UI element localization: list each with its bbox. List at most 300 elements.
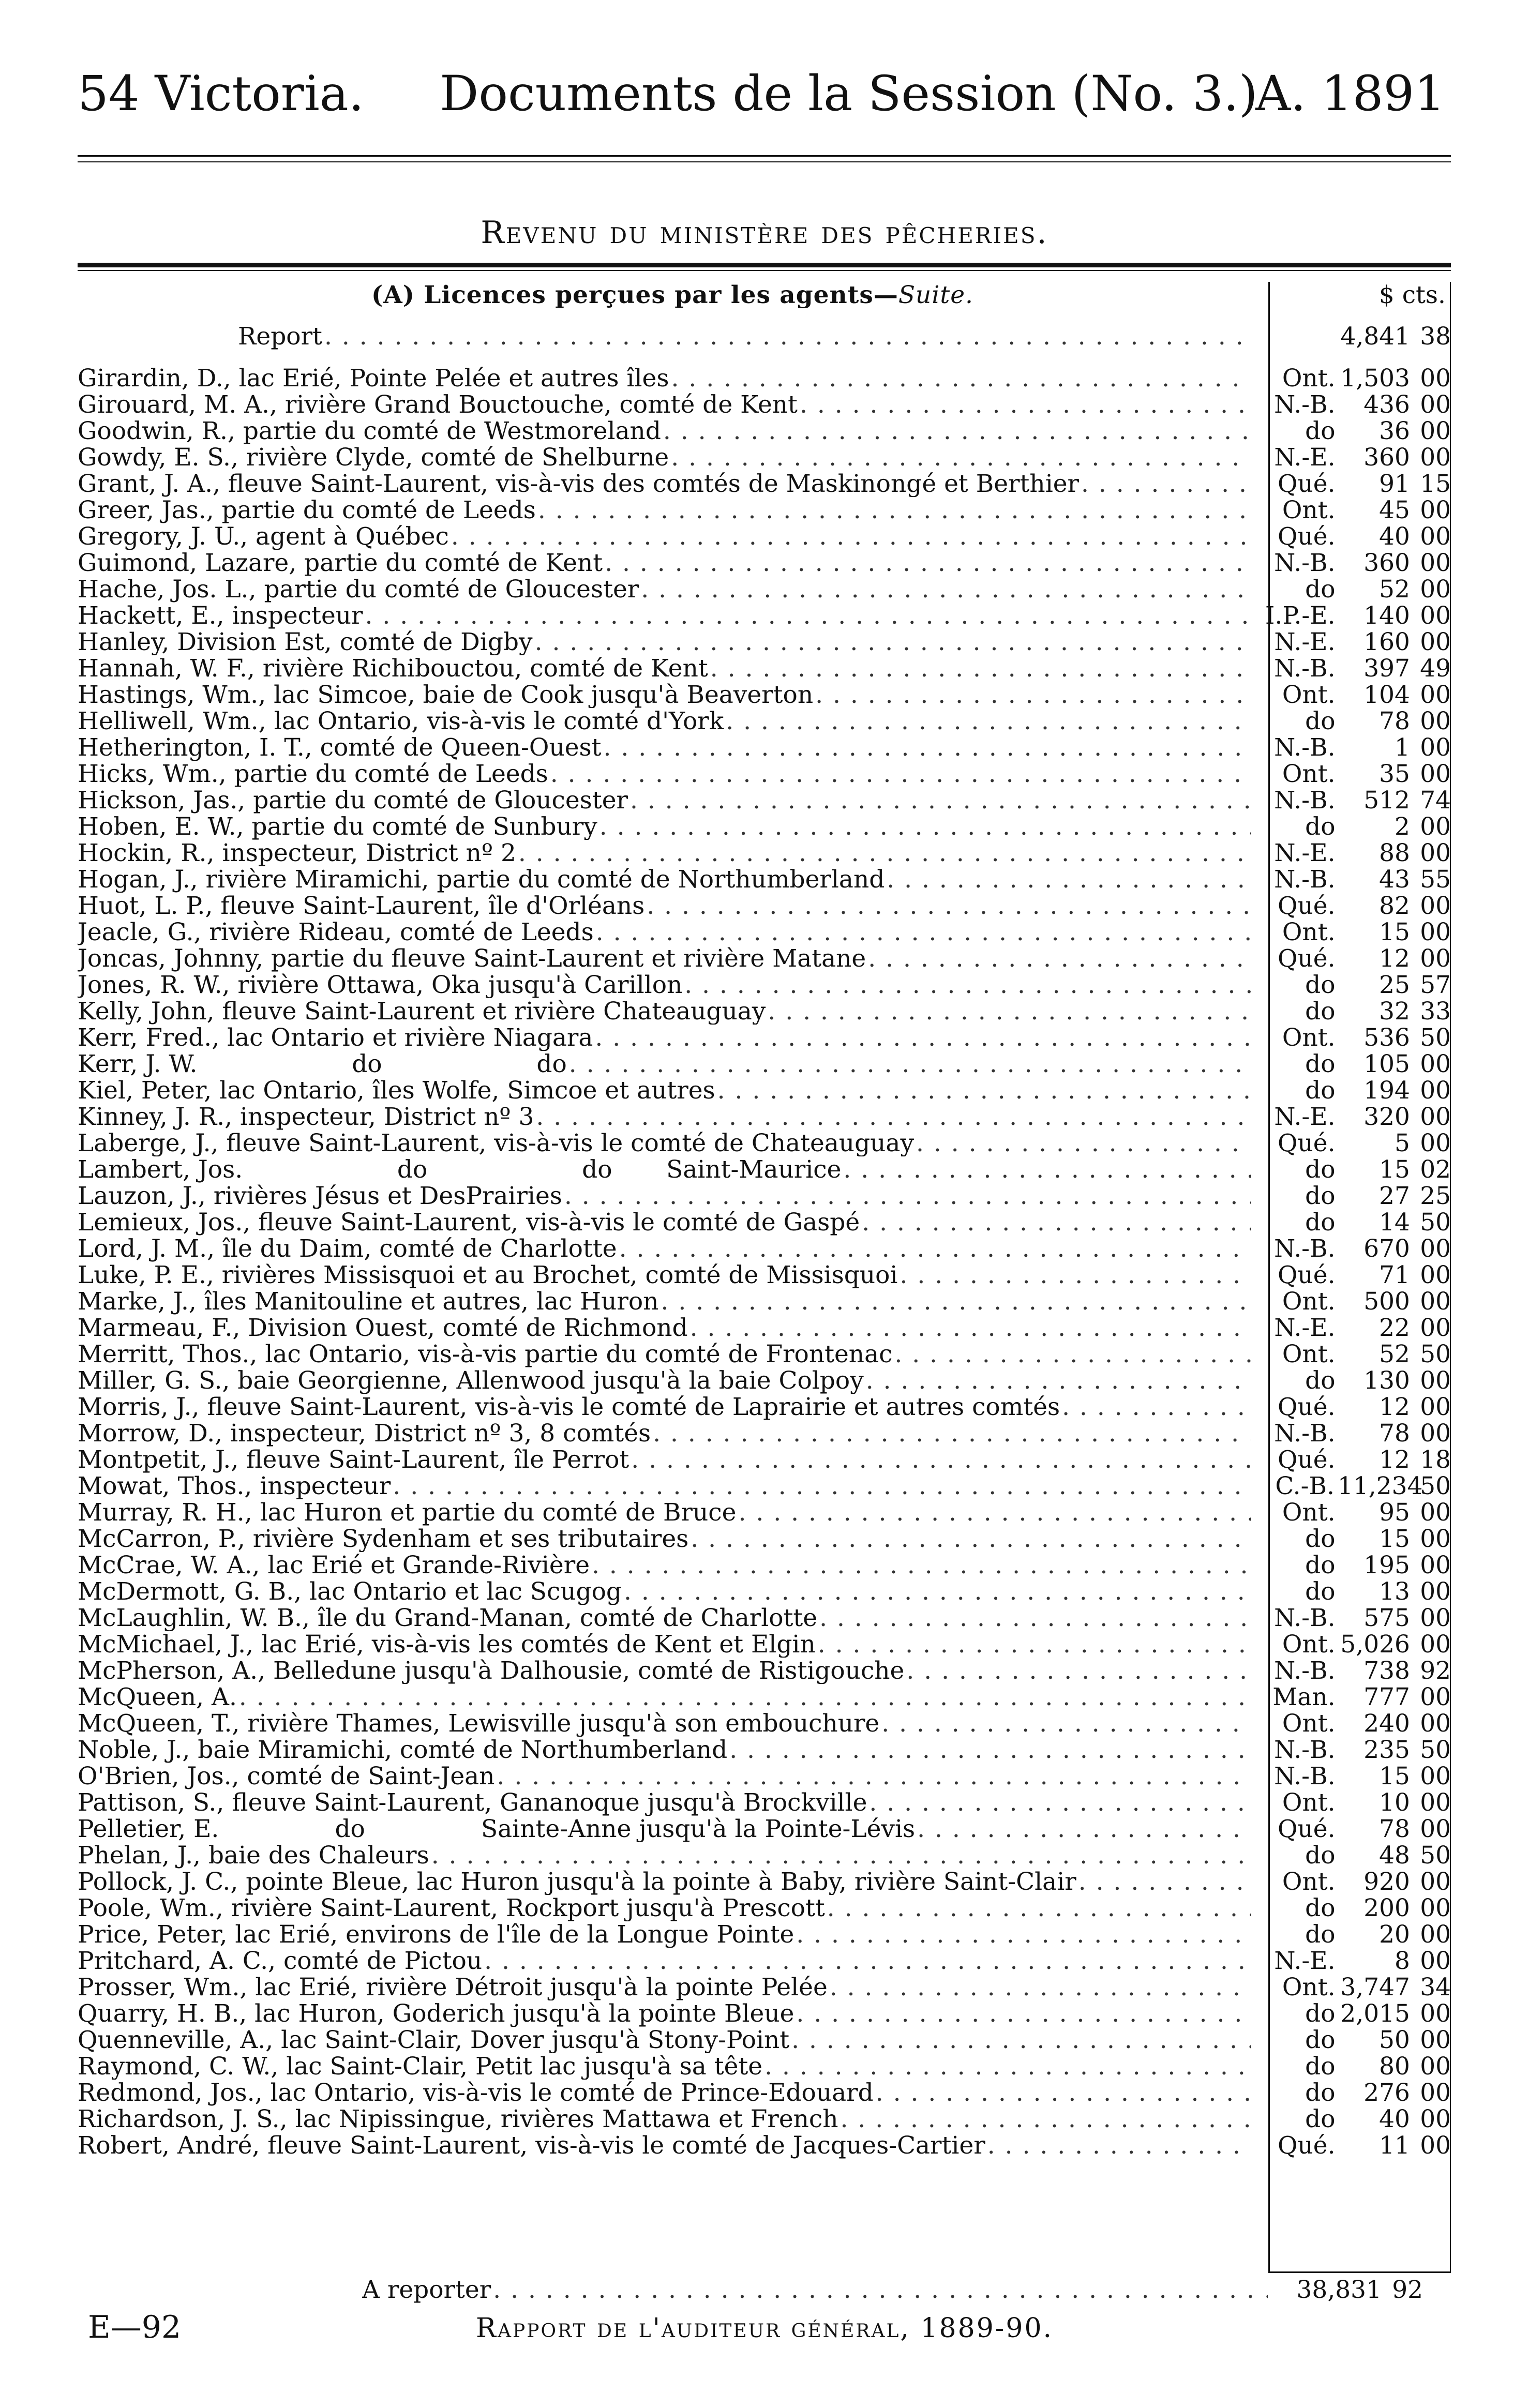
licence-description: Greer, Jas., partie du comté de Leeds <box>78 497 536 523</box>
amount-dollars: 35 <box>1379 760 1410 788</box>
table-row <box>78 840 1451 866</box>
province: Ont. <box>1282 1498 1336 1527</box>
amount-cents: 18 <box>1420 1446 1451 1474</box>
table-row <box>78 761 1451 787</box>
amount-cents: 00 <box>1420 364 1451 393</box>
leader-dots <box>671 444 1251 471</box>
amount-dollars: 436 <box>1363 390 1410 419</box>
amount-cents: 92 <box>1420 1657 1451 1685</box>
header-year: A. 1891 <box>1255 66 1445 122</box>
leader-dots <box>631 1447 1251 1473</box>
leader-dots <box>1081 471 1251 497</box>
amount-cents: 00 <box>1420 1287 1451 1316</box>
report-cents: 38 <box>1420 322 1451 351</box>
leader-dots <box>595 1025 1251 1051</box>
amount-dollars: 320 <box>1363 1103 1410 1131</box>
licence-description: Morrow, D., inspecteur, District nº 3, 8 comtés <box>78 1420 651 1447</box>
table-row <box>78 629 1451 655</box>
amount-cents: 00 <box>1420 2079 1451 2107</box>
licence-description: Hicks, Wm., partie du comté de Leeds <box>78 761 548 787</box>
licence-description: Hannah, W. F., rivière Richibouctou, comté de Kent <box>78 655 708 682</box>
amount-cents: 00 <box>1420 760 1451 788</box>
amount-dollars: 20 <box>1379 1920 1410 1949</box>
licence-description: McCarron, P., rivière Sydenham et ses tributaires <box>78 1526 689 1552</box>
amount-cents: 00 <box>1420 1366 1451 1395</box>
table-row <box>78 1948 1451 1974</box>
leader-dots <box>881 1710 1251 1737</box>
carried-forward-dollars: 38,831 <box>1296 2276 1382 2304</box>
amount-dollars: 397 <box>1363 654 1410 683</box>
amount-cents: 00 <box>1420 733 1451 762</box>
amount-dollars: 52 <box>1379 575 1410 604</box>
leader-dots <box>815 682 1251 708</box>
province: N.-E. <box>1274 628 1336 656</box>
licence-description: Lemieux, Jos., fleuve Saint-Laurent, vis-à-vis le comté de Gaspé <box>78 1209 860 1236</box>
licence-description: Mowat, Thos., inspecteur <box>78 1473 391 1499</box>
amount-cents: 00 <box>1420 2052 1451 2081</box>
licence-description: Marmeau, F., Division Ouest, comté de Richmond <box>78 1315 688 1341</box>
amount-cents: 57 <box>1420 971 1451 999</box>
leader-dots <box>690 1315 1252 1341</box>
amount-dollars: 1,503 <box>1340 364 1410 393</box>
province: do <box>1305 575 1336 604</box>
province: do <box>1305 2105 1336 2133</box>
amount-cents: 00 <box>1420 1683 1451 1711</box>
amount-dollars: 1 <box>1395 733 1410 762</box>
amount-cents: 00 <box>1420 1050 1451 1078</box>
amount-dollars: 52 <box>1379 1340 1410 1368</box>
licence-description: Lord, J. M., île du Daim, comté de Charlotte <box>78 1236 617 1262</box>
leader-dots <box>484 1948 1251 1974</box>
amount-cents: 00 <box>1420 1947 1451 1975</box>
licence-description: Montpetit, J., fleuve Saint-Laurent, île Perrot <box>78 1447 629 1473</box>
amount-cents: 00 <box>1420 2026 1451 2054</box>
amount-cents: 00 <box>1420 1393 1451 1421</box>
table-row <box>78 1447 1451 1473</box>
table-row <box>78 523 1451 550</box>
table-row <box>78 550 1451 576</box>
province: do <box>1305 707 1336 735</box>
licence-description: Richardson, J. S., lac Nipissingue, rivières Mattawa et French <box>78 2106 838 2132</box>
carried-forward-label: A reporter <box>362 2276 491 2304</box>
province: Ont. <box>1282 1630 1336 1659</box>
table-row <box>78 893 1451 919</box>
table-row <box>78 787 1451 814</box>
licence-description: Prosser, Wm., lac Erié, rivière Détroit jusqu'à la pointe Pelée <box>78 1974 828 2000</box>
amount-dollars: 200 <box>1363 1894 1410 1922</box>
leader-dots <box>684 972 1251 998</box>
table-row <box>78 603 1451 629</box>
amount-dollars: 500 <box>1363 1287 1410 1316</box>
table-row <box>78 866 1451 893</box>
province: do <box>1305 1155 1336 1184</box>
licence-description: Gregory, J. U., agent à Québec <box>78 523 449 550</box>
province: Qué. <box>1277 2131 1336 2160</box>
licence-description: Redmond, Jos., lac Ontario, vis-à-vis le comté de Prince-Edouard <box>78 2080 874 2106</box>
amount-dollars: 105 <box>1363 1050 1410 1078</box>
province: Ont. <box>1282 760 1336 788</box>
province: N.-E. <box>1274 1947 1336 1975</box>
amount-cents: 00 <box>1420 1604 1451 1632</box>
amount-dollars: 360 <box>1363 443 1410 472</box>
amount-dollars: 575 <box>1363 1604 1410 1632</box>
leader-dots <box>431 1842 1252 1869</box>
amount-cents: 00 <box>1420 1709 1451 1738</box>
leader-dots <box>868 945 1251 972</box>
table-row <box>78 1341 1451 1367</box>
amount-dollars: 235 <box>1363 1736 1410 1764</box>
table-row <box>78 1262 1451 1288</box>
leader-dots <box>717 1077 1252 1104</box>
licence-description: McQueen, T., rivière Thames, Lewisville jusqu'à son embouchure <box>78 1710 880 1737</box>
province: Qué. <box>1277 1446 1336 1474</box>
amount-dollars: 50 <box>1379 2026 1410 2054</box>
licence-description: Girouard, M. A., rivière Grand Bouctouche, comté de Kent <box>78 392 798 418</box>
licence-description: Noble, J., baie Miramichi, comté de Northumberland <box>78 1737 728 1763</box>
table-row <box>78 682 1451 708</box>
province: Qué. <box>1277 1815 1336 1843</box>
amount-cents: 15 <box>1420 470 1451 498</box>
licence-description: Hastings, Wm., lac Simcoe, baie de Cook jusqu'à Beaverton <box>78 682 814 708</box>
table-row <box>78 2053 1451 2080</box>
amount-cents: 00 <box>1420 549 1451 577</box>
province: N.-B. <box>1274 1604 1336 1632</box>
leader-dots <box>691 1526 1251 1552</box>
leader-dots <box>796 1921 1251 1948</box>
amount-dollars: 40 <box>1379 2105 1410 2133</box>
report-label: Report <box>238 323 322 350</box>
leader-dots <box>900 1262 1251 1288</box>
licence-description: Kerr, J. W. do do <box>78 1051 567 1077</box>
amount-cents: 00 <box>1420 1498 1451 1527</box>
table-row <box>78 1025 1451 1051</box>
amount-cents: 00 <box>1420 522 1451 551</box>
licence-description: Price, Peter, lac Erié, environs de l'île de la Longue Pointe <box>78 1921 795 1948</box>
amount-dollars: 82 <box>1379 892 1410 920</box>
amount-dollars: 12 <box>1379 1446 1410 1474</box>
leader-dots <box>564 1183 1251 1209</box>
leader-dots <box>876 2080 1252 2106</box>
province: N.-B. <box>1274 654 1336 683</box>
province: Ont. <box>1282 1340 1336 1368</box>
amount-dollars: 195 <box>1363 1551 1410 1579</box>
amount-dollars: 78 <box>1379 1815 1410 1843</box>
province: N.-E. <box>1274 839 1336 867</box>
leader-dots <box>894 1341 1251 1367</box>
province: N.-E. <box>1274 1314 1336 1342</box>
province: Ont. <box>1282 1973 1336 2001</box>
amount-dollars: 12 <box>1379 944 1410 973</box>
amount-cents: 00 <box>1420 707 1451 735</box>
report-dollars: 4,841 <box>1340 322 1411 351</box>
leader-dots <box>987 2132 1252 2159</box>
amount-dollars: 738 <box>1363 1657 1410 1685</box>
table-row <box>78 1789 1451 1816</box>
table-row <box>78 734 1451 761</box>
amount-dollars: 22 <box>1379 1314 1410 1342</box>
amount-cents: 00 <box>1420 601 1451 630</box>
licence-description: McPherson, A., Belledune jusqu'à Dalhousie, comté de Ristigouche <box>78 1658 905 1684</box>
province: N.-B. <box>1274 1419 1336 1448</box>
carried-forward-row <box>362 2276 1529 2304</box>
subheading-suffix: Suite. <box>898 282 974 308</box>
leader-dots <box>604 734 1252 761</box>
leader-dots <box>663 418 1251 444</box>
amount-cents: 00 <box>1420 1314 1451 1342</box>
province: Qué. <box>1277 1261 1336 1289</box>
amount-dollars: 670 <box>1363 1235 1410 1263</box>
table-row <box>78 919 1451 945</box>
licence-description: Lauzon, J., rivières Jésus et DesPrairies <box>78 1183 562 1209</box>
province: Qué. <box>1277 522 1336 551</box>
leader-dots <box>239 1684 1251 1710</box>
amount-dollars: 88 <box>1379 839 1410 867</box>
amount-dollars: 130 <box>1363 1366 1410 1395</box>
page-identifier: E—92 <box>88 2309 182 2345</box>
table-row <box>78 1895 1451 1921</box>
table-row <box>78 576 1451 603</box>
amount-dollars: 43 <box>1379 865 1410 894</box>
amount-dollars: 15 <box>1379 1525 1410 1553</box>
leader-dots <box>800 392 1251 418</box>
leader-dots <box>599 814 1252 840</box>
leader-dots <box>729 1737 1251 1763</box>
amount-dollars: 777 <box>1363 1683 1410 1711</box>
amount-dollars: 95 <box>1379 1498 1410 1527</box>
licence-description: Pattison, S., fleuve Saint-Laurent, Gananoque jusqu'à Brockville <box>78 1789 867 1816</box>
province: do <box>1305 2079 1336 2107</box>
total-rule <box>1268 2271 1451 2273</box>
amount-cents: 00 <box>1420 1762 1451 1790</box>
table-row <box>78 1842 1451 1869</box>
leader-dots <box>451 523 1252 550</box>
table-row <box>78 1578 1451 1605</box>
table-row <box>78 1236 1451 1262</box>
amount-dollars: 48 <box>1379 1841 1410 1870</box>
licence-description: Kiel, Peter, lac Ontario, îles Wolfe, Simcoe et autres <box>78 1077 715 1104</box>
leader-dots <box>535 629 1252 655</box>
table-row <box>78 2132 1451 2159</box>
amount-cents: 25 <box>1420 1182 1451 1210</box>
province: do <box>1305 1920 1336 1949</box>
table-row <box>78 1658 1451 1684</box>
province: Ont. <box>1282 1287 1336 1316</box>
subheading-label: (A) Licences perçues par les agents— Suite. <box>371 282 974 308</box>
licence-description: Helliwell, Wm., lac Ontario, vis-à-vis le comté d'York <box>78 708 724 734</box>
amount-dollars: 10 <box>1379 1788 1410 1817</box>
province: do <box>1305 1050 1336 1078</box>
amount-cents: 00 <box>1420 1261 1451 1289</box>
amount-cents: 50 <box>1420 1736 1451 1764</box>
amount-dollars: 512 <box>1363 786 1410 815</box>
leader-dots <box>819 1605 1251 1631</box>
province: N.-E. <box>1274 443 1336 472</box>
province: do <box>1305 812 1336 841</box>
province: Ont. <box>1282 1024 1336 1052</box>
province: I.P.-E. <box>1265 601 1336 630</box>
amount-cents: 55 <box>1420 865 1451 894</box>
carried-forward-cents: 92 <box>1392 2276 1423 2304</box>
leader-dots <box>917 1816 1251 1842</box>
licence-description: Poole, Wm., rivière Saint-Laurent, Rockport jusqu'à Prescott <box>78 1895 825 1921</box>
province: N.-B. <box>1274 1736 1336 1764</box>
leader-dots <box>726 708 1251 734</box>
amount-cents: 00 <box>1420 1235 1451 1263</box>
leader-dots <box>818 1631 1252 1658</box>
table-row <box>78 1183 1451 1209</box>
province: N.-B. <box>1274 1657 1336 1685</box>
amount-dollars: 160 <box>1363 628 1410 656</box>
amount-dollars: 3,747 <box>1340 1973 1410 2001</box>
province: do <box>1305 1366 1336 1395</box>
province: N.-E. <box>1274 1103 1336 1131</box>
amount-cents: 74 <box>1420 786 1451 815</box>
table-row <box>78 1499 1451 1526</box>
amount-dollars: 27 <box>1379 1182 1410 1210</box>
licence-description: Hetherington, I. T., comté de Queen-Ouest <box>78 734 602 761</box>
amount-dollars: 5,026 <box>1340 1630 1410 1659</box>
amount-dollars: 91 <box>1379 470 1410 498</box>
leader-dots <box>538 497 1252 523</box>
amount-dollars: 15 <box>1379 1762 1410 1790</box>
amount-dollars: 5 <box>1395 1129 1410 1157</box>
amount-dollars: 2,015 <box>1340 1999 1410 2028</box>
province: N.-B. <box>1274 390 1336 419</box>
section-rule-thick <box>78 263 1451 267</box>
leader-dots <box>324 323 1252 350</box>
leader-dots <box>1062 1394 1251 1420</box>
amount-cents: 00 <box>1420 839 1451 867</box>
licence-description: Kinney, J. R., inspecteur, District nº 3 <box>78 1104 534 1130</box>
amount-cents: 00 <box>1420 628 1451 656</box>
amount-dollars: 32 <box>1379 997 1410 1026</box>
province: N.-B. <box>1274 1235 1336 1263</box>
province: Man. <box>1272 1683 1336 1711</box>
licence-description: Girardin, D., lac Erié, Pointe Pelée et autres îles <box>78 365 669 392</box>
leader-dots <box>497 1763 1251 1789</box>
licence-description: Goodwin, R., partie du comté de Westmoreland <box>78 418 661 444</box>
licence-description: Hackett, E., inspecteur <box>78 603 363 629</box>
amount-cents: 00 <box>1420 1551 1451 1579</box>
leader-dots <box>550 761 1252 787</box>
leader-dots <box>647 893 1251 919</box>
licence-description: McDermott, G. B., lac Ontario et lac Scugog <box>78 1578 622 1605</box>
licence-description: Hanley, Division Est, comté de Digby <box>78 629 533 655</box>
table-row <box>78 392 1451 418</box>
amount-cents: 00 <box>1420 390 1451 419</box>
amount-dollars: 104 <box>1363 681 1410 709</box>
province: Ont. <box>1282 681 1336 709</box>
amount-cents: 00 <box>1420 1577 1451 1606</box>
leader-dots <box>862 1209 1251 1236</box>
table-row <box>78 1526 1451 1552</box>
table-row <box>78 2000 1451 2027</box>
table-row <box>78 1104 1451 1130</box>
amount-cents: 00 <box>1420 417 1451 445</box>
amount-dollars: 276 <box>1363 2079 1410 2107</box>
amount-dollars: 25 <box>1379 971 1410 999</box>
province: do <box>1305 2026 1336 2054</box>
leader-dots <box>916 1130 1251 1156</box>
licence-description: Joncas, Johnny, partie du fleuve Saint-Laurent et rivière Matane <box>78 945 866 972</box>
amount-cents: 50 <box>1420 1841 1451 1870</box>
leader-dots <box>887 866 1251 893</box>
table-row <box>78 1315 1451 1341</box>
province: do <box>1305 1999 1336 2028</box>
leader-dots <box>869 1789 1251 1816</box>
amount-dollars: 71 <box>1379 1261 1410 1289</box>
province: do <box>1305 1182 1336 1210</box>
amount-dollars: 80 <box>1379 2052 1410 2081</box>
province: do <box>1305 1076 1336 1105</box>
leader-dots <box>866 1367 1252 1394</box>
leader-dots <box>827 1895 1252 1921</box>
province: Ont. <box>1282 1709 1336 1738</box>
amount-cents: 34 <box>1420 1973 1451 2001</box>
licence-table <box>78 282 1451 2159</box>
licence-description: Quarry, H. B., lac Huron, Goderich jusqu'à la pointe Bleue <box>78 2000 795 2027</box>
licence-description: Robert, André, fleuve Saint-Laurent, vis-à-vis le comté de Jacques-Cartier <box>78 2132 985 2159</box>
amount-cents: 00 <box>1420 1999 1451 2028</box>
leader-dots <box>738 1499 1251 1526</box>
table-row <box>78 708 1451 734</box>
table-row <box>78 471 1451 497</box>
licence-description: Miller, G. S., baie Georgienne, Allenwood jusqu'à la baie Colpoy <box>78 1367 864 1394</box>
table-row <box>78 814 1451 840</box>
leader-dots <box>569 1051 1252 1077</box>
amount-cents: 00 <box>1420 1103 1451 1131</box>
province: Ont. <box>1282 918 1336 946</box>
leader-dots <box>518 840 1252 866</box>
amount-cents: 50 <box>1420 1208 1451 1237</box>
licence-description: Laberge, J., fleuve Saint-Laurent, vis-à-vis le comté de Chateauguay <box>78 1130 915 1156</box>
province: do <box>1305 997 1336 1026</box>
leader-dots <box>661 1288 1251 1315</box>
amount-dollars: 194 <box>1363 1076 1410 1105</box>
amount-dollars: 536 <box>1363 1024 1410 1052</box>
amount-cents: 00 <box>1420 1788 1451 1817</box>
province: Ont. <box>1282 496 1336 524</box>
province: do <box>1305 1577 1336 1606</box>
province: do <box>1305 2052 1336 2081</box>
table-row <box>78 945 1451 972</box>
amount-cents: 00 <box>1420 496 1451 524</box>
province: Qué. <box>1277 1393 1336 1421</box>
leader-dots <box>653 1420 1251 1447</box>
licence-description: Guimond, Lazare, partie du comté de Kent <box>78 550 603 576</box>
table-row <box>78 1737 1451 1763</box>
amount-dollars: 2 <box>1395 812 1410 841</box>
table-row <box>78 1051 1451 1077</box>
leader-dots <box>596 919 1252 945</box>
leader-dots <box>765 2053 1251 2080</box>
amount-dollars: 15 <box>1379 918 1410 946</box>
table-row <box>78 1684 1451 1710</box>
table-row <box>78 365 1451 392</box>
amount-dollars: 36 <box>1379 417 1410 445</box>
table-row <box>78 1367 1451 1394</box>
header-document-title: Documents de la Session (No. 3.) <box>440 66 1258 122</box>
amount-cents: 00 <box>1420 1894 1451 1922</box>
licence-description: McLaughlin, W. B., île du Grand-Manan, comté de Charlotte <box>78 1605 818 1631</box>
table-row <box>78 655 1451 682</box>
licence-description: Hache, Jos. L., partie du comté de Gloucester <box>78 576 639 603</box>
licence-rows <box>78 365 1451 2159</box>
licence-description: Merritt, Thos., lac Ontario, vis-à-vis partie du comté de Frontenac <box>78 1341 893 1367</box>
amount-cents: 00 <box>1420 443 1451 472</box>
leader-dots <box>393 1473 1251 1499</box>
amount-cents: 49 <box>1420 654 1451 683</box>
